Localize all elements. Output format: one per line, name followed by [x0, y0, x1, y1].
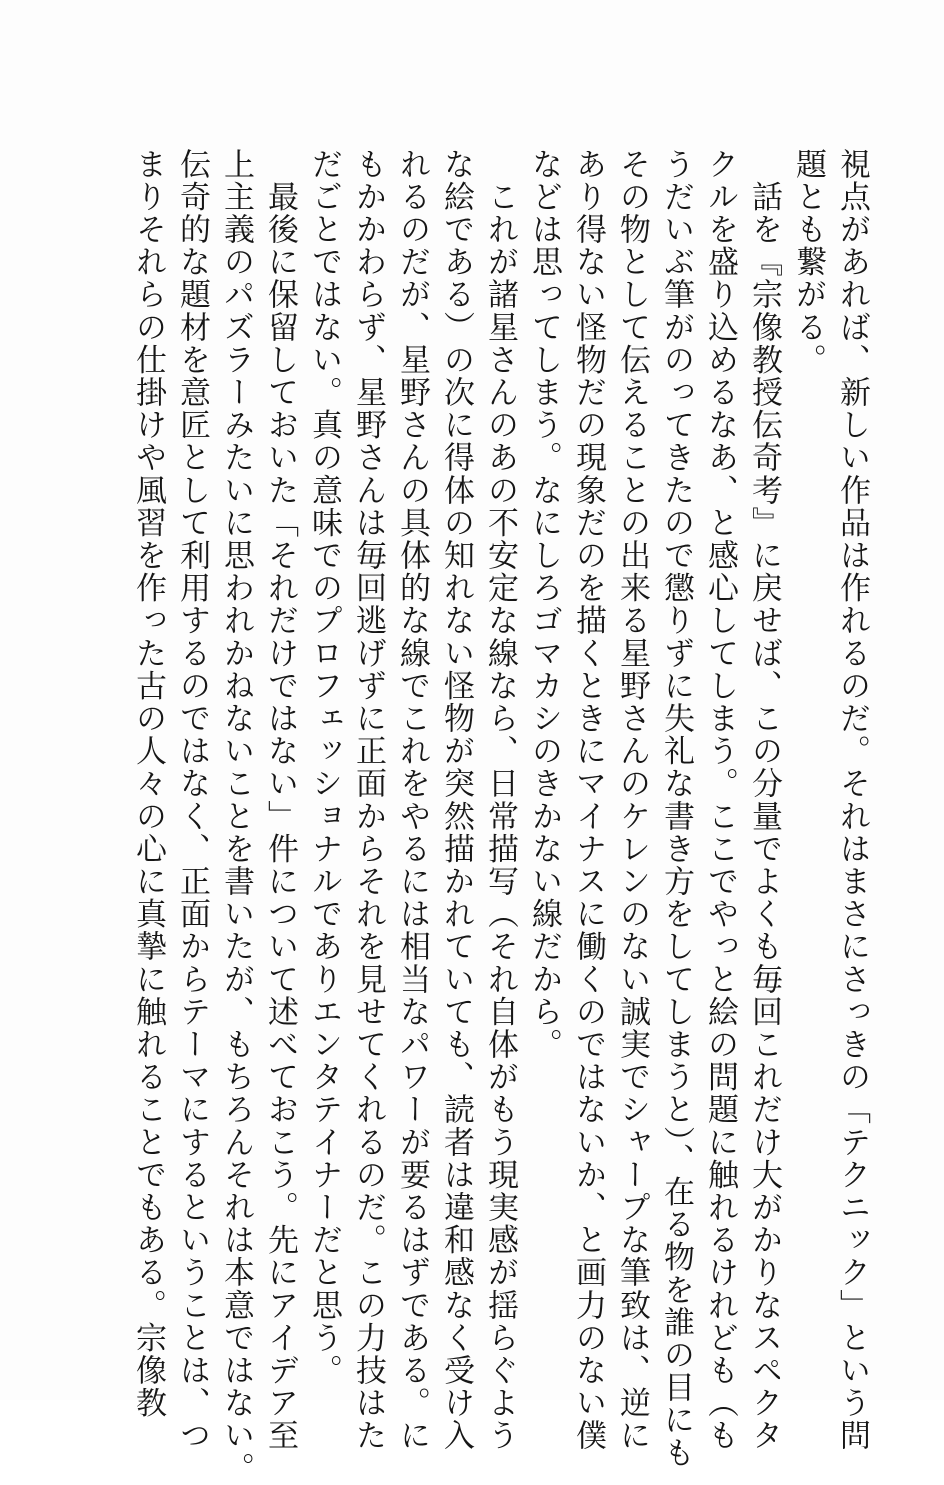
text-line-11: れるのだが、星野さんの具体的な線でこれをやるには相当なパワーが要るはずである。に	[394, 148, 430, 1452]
text-line-14: 最後に保留しておいた「それだけではない」件について述べておこう。先にアイデア至	[262, 148, 298, 1452]
text-line-12: もかかわらず、星野さんは毎回逃げずに正面からそれを見せてくれるのだ。この力技はた	[350, 148, 386, 1452]
text-line-10: な絵である）の次に得体の知れない怪物が突然描かれていても、読者は違和感なく受け入	[438, 148, 474, 1452]
text-line-15: 上主義のパズラーみたいに思われかねないことを書いたが、もちろんそれは本意ではない。	[218, 148, 254, 1485]
text-line-3: 話を『宗像教授伝奇考』に戻せば、この分量でよくも毎回これだけ大がかりなスペクタ	[746, 148, 782, 1452]
text-line-6: その物として伝えることの出来る星野さんのケレンのない誠実でシャープな筆致は、逆に	[614, 148, 650, 1452]
text-line-2: 題とも繋がる。	[790, 148, 826, 377]
text-line-7: あり得ない怪物だの現象だのを描くときにマイナスに働くのではないか、と画力のない僕	[570, 148, 606, 1452]
text-line-13: だごとではない。真の意味でのプロフェッショナルでありエンタテイナーだと思う。	[306, 148, 342, 1387]
text-line-5: うだいぶ筆がのってきたので懲りずに失礼な書き方をしてしまうと）、在る物を誰の目にも	[658, 148, 694, 1470]
text-line-4: クルを盛り込めるなあ、と感心してしまう。ここでやっと絵の問題に触れるけれども（も	[702, 148, 738, 1452]
text-line-1: 視点があれば、新しい作品は作れるのだ。それはまさにさっきの「テクニック」という問	[834, 148, 870, 1452]
text-line-16: 伝奇的な題材を意匠として利用するのではなく、正面からテーマにするということは、つ	[174, 148, 210, 1452]
vertical-text-body	[126, 148, 874, 1485]
text-line-8: などは思ってしまう。なにしろゴマカシのきかない線だから。	[526, 148, 562, 1061]
text-line-17: まりそれらの仕掛けや風習を作った古の人々の心に真摯に触れることでもある。宗像教	[130, 148, 166, 1420]
text-line-9: これが諸星さんのあの不安定な線なら、日常描写（それ自体がもう現実感が揺らぐよう	[482, 148, 518, 1452]
